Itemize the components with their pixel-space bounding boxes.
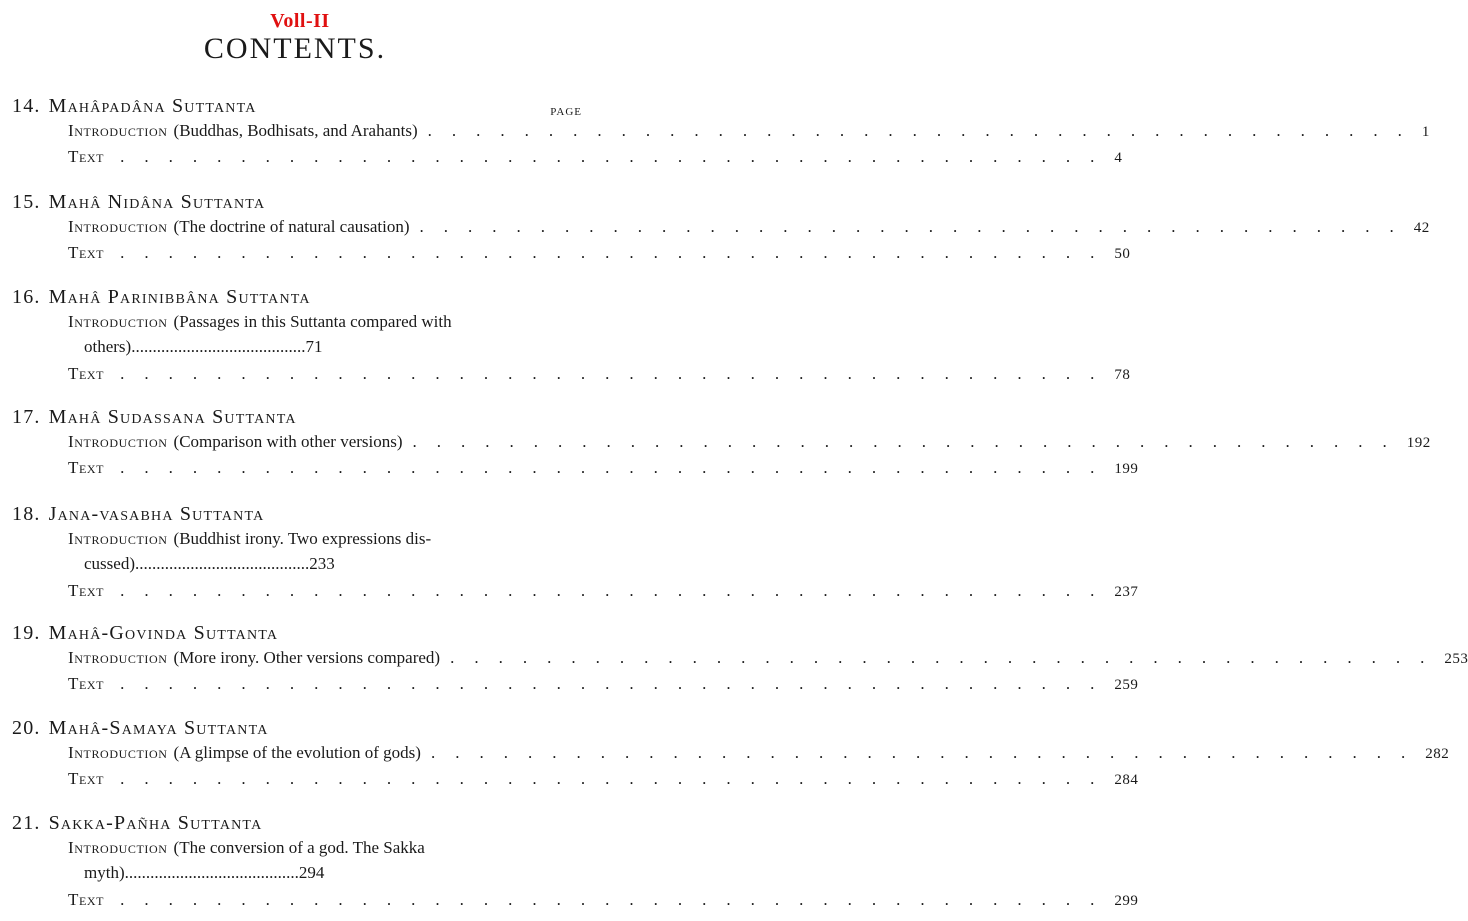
introduction-entry[interactable] (68, 432, 1431, 458)
section-number: 19. (12, 622, 41, 644)
introduction-entry[interactable] (68, 529, 580, 581)
section-title[interactable] (12, 406, 297, 429)
introduction-description: (More irony. Other versions compared) (173, 648, 441, 667)
introduction-label: Introduction (68, 648, 168, 667)
introduction-label: Introduction (68, 743, 168, 762)
section-title[interactable] (12, 503, 264, 526)
text-page-number: 4 (1114, 150, 1123, 166)
introduction-entry[interactable] (68, 743, 1450, 769)
dot-leader: ......................................... (120, 581, 1115, 600)
section-number: 15. (12, 191, 41, 213)
text-label: Text (68, 890, 105, 909)
introduction-entry[interactable] (68, 312, 580, 364)
introduction-entry[interactable] (68, 838, 580, 890)
text-label: Text (68, 147, 105, 166)
dot-leader: ......................................... (131, 337, 306, 356)
section-title[interactable] (12, 191, 265, 214)
text-page-number: 199 (1114, 461, 1139, 477)
text-label: Text (68, 364, 105, 383)
dot-leader: ......................................... (120, 890, 1115, 909)
section-title[interactable] (12, 95, 257, 118)
introduction-description-cont: myth) (84, 863, 125, 882)
dot-leader: ......................................... (120, 458, 1115, 477)
dot-leader: ......................................... (120, 769, 1115, 788)
introduction-label: Introduction (68, 217, 168, 236)
dot-leader: ......................................... (120, 674, 1115, 693)
dot-leader: ......................................... (427, 121, 1422, 140)
text-entry[interactable] (68, 458, 1139, 484)
section-number: 20. (12, 717, 41, 739)
section-name: Mahâ Nidâna Suttanta (48, 191, 266, 213)
section-title[interactable] (12, 286, 311, 309)
section-number: 17. (12, 406, 41, 428)
introduction-description: (Passages in this Suttanta compared with (173, 312, 452, 331)
introduction-description: (Buddhas, Bodhisats, and Arahants) (173, 121, 418, 140)
text-entry[interactable] (68, 769, 1139, 795)
introduction-description: (A glimpse of the evolution of gods) (173, 743, 421, 762)
text-page-number: 284 (1114, 772, 1139, 788)
introduction-page-number: 253 (1444, 651, 1468, 667)
introduction-entry[interactable] (68, 121, 1430, 147)
dot-leader: ......................................... (120, 243, 1115, 262)
dot-leader: ......................................... (412, 432, 1407, 451)
introduction-entry[interactable] (68, 217, 1430, 243)
introduction-page-number: 294 (298, 863, 325, 882)
introduction-description: (Buddhist irony. Two expressions dis- (173, 529, 432, 548)
introduction-page-number: 192 (1406, 435, 1431, 451)
section-number: 21. (12, 812, 41, 834)
introduction-label: Introduction (68, 121, 168, 140)
dot-leader: ......................................... (430, 743, 1426, 762)
section-name: Jana-vasabha Suttanta (48, 503, 265, 525)
introduction-label: Introduction (68, 838, 168, 857)
text-label: Text (68, 769, 105, 788)
dot-leader: ......................................... (419, 217, 1414, 236)
section-number: 18. (12, 503, 41, 525)
dot-leader: ......................................... (120, 364, 1115, 383)
introduction-page-number: 233 (309, 554, 335, 573)
dot-leader: ......................................... (450, 648, 1445, 667)
introduction-description: (The conversion of a god. The Sakka (173, 838, 425, 857)
text-page-number: 299 (1114, 893, 1139, 909)
section-name: Mahâ Sudassana Suttanta (48, 406, 297, 428)
introduction-label: Introduction (68, 312, 168, 331)
text-page-number: 237 (1114, 584, 1139, 600)
introduction-description-cont: others) (84, 337, 132, 356)
text-entry[interactable] (68, 890, 1139, 916)
text-label: Text (68, 581, 105, 600)
page-column-header: PAGE (550, 106, 582, 118)
page-title: CONTENTS. (203, 32, 387, 65)
section-name: Sakka-Pañha Suttanta (48, 812, 263, 834)
dot-leader: ......................................... (120, 147, 1115, 166)
section-title[interactable] (12, 717, 269, 740)
section-name: Mahâ Parinibbâna Suttanta (48, 286, 311, 308)
text-label: Text (68, 243, 105, 262)
introduction-label: Introduction (68, 529, 168, 548)
section-name: Mahâ-Samaya Suttanta (48, 717, 269, 739)
text-label: Text (68, 674, 105, 693)
introduction-page-number: 71 (305, 337, 323, 356)
text-page-number: 50 (1114, 246, 1131, 262)
text-page-number: 259 (1114, 677, 1139, 693)
dot-leader: ......................................... (134, 554, 310, 573)
section-title[interactable] (12, 812, 262, 835)
text-entry[interactable] (68, 581, 1139, 607)
section-number: 14. (12, 95, 41, 117)
text-label: Text (68, 458, 105, 477)
text-entry[interactable] (68, 364, 1131, 390)
introduction-description: (Comparison with other versions) (173, 432, 403, 451)
section-name: Mahâ-Govinda Suttanta (48, 622, 279, 644)
section-name: Mahâpadâna Suttanta (48, 95, 257, 117)
section-number: 16. (12, 286, 41, 308)
introduction-description: (The doctrine of natural causation) (173, 217, 410, 236)
text-entry[interactable] (68, 147, 1123, 173)
text-entry[interactable] (68, 243, 1131, 269)
introduction-description-cont: cussed) (84, 554, 135, 573)
section-title[interactable] (12, 622, 278, 645)
introduction-page-number: 282 (1425, 746, 1450, 762)
introduction-page-number: 42 (1413, 220, 1430, 236)
introduction-page-number: 1 (1421, 124, 1430, 140)
volume-label: Voll-II (270, 10, 330, 32)
text-entry[interactable] (68, 674, 1139, 700)
text-page-number: 78 (1114, 367, 1131, 383)
introduction-entry[interactable] (68, 648, 1468, 674)
introduction-label: Introduction (68, 432, 168, 451)
dot-leader: ......................................... (124, 863, 299, 882)
